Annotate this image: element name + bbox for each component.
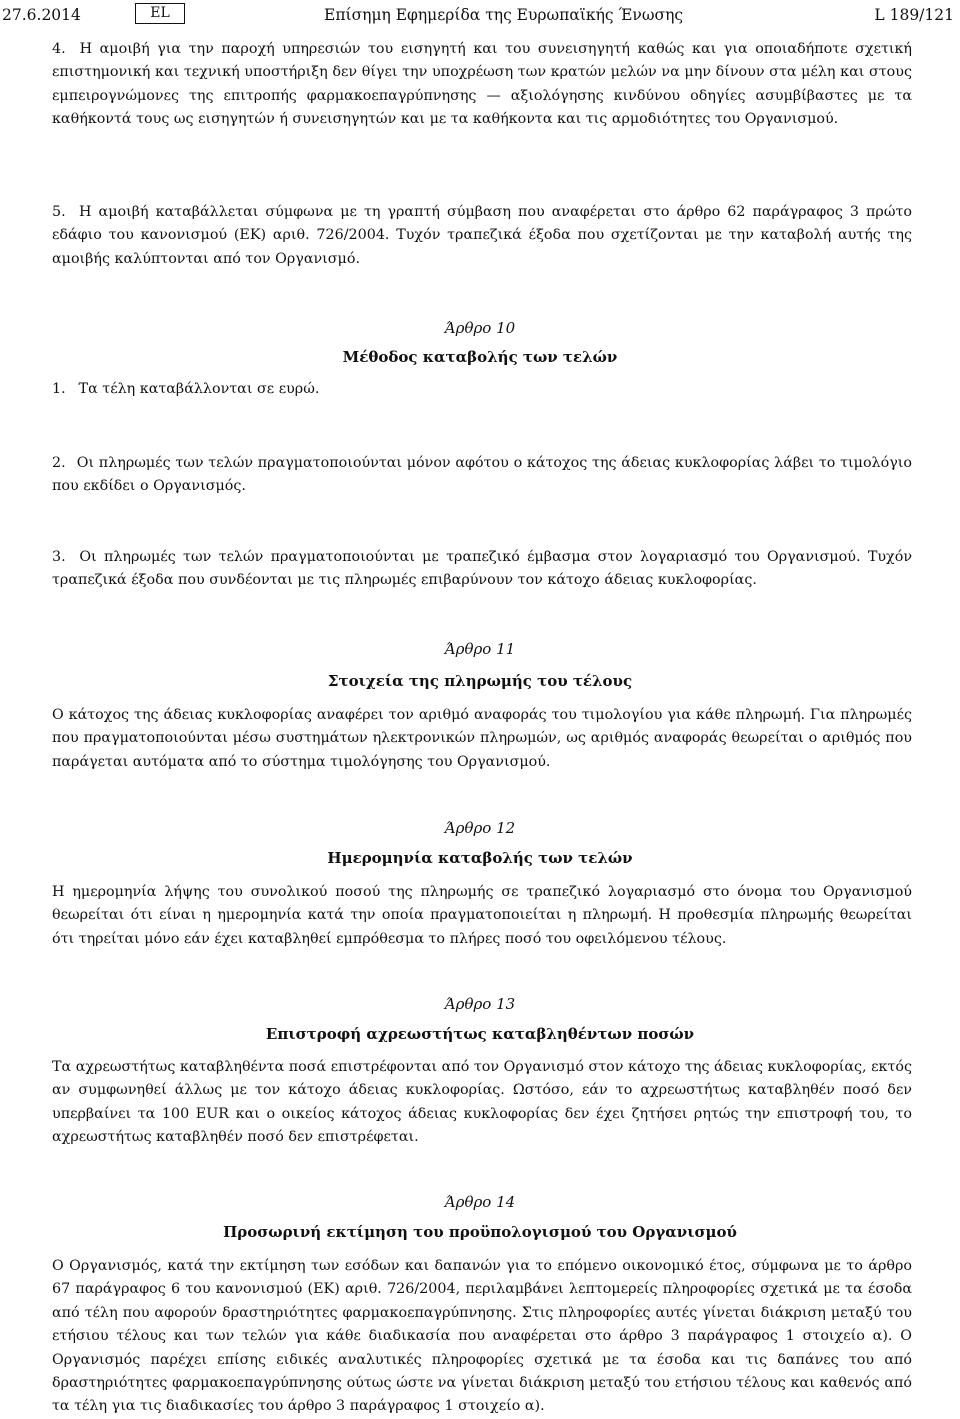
paragraph-number: 1. (52, 381, 66, 397)
paragraph-4 (52, 38, 912, 132)
paragraph-text: Οι πληρωμές των τελών πραγματοποιούνται μόνον αφότου ο κάτοχος της άδειας κυκλοφορίας λάβει το τιμολόγιο που εκδίδει ο Οργανισμός. (52, 455, 912, 495)
article-13-text: Τα αχρεωστήτως καταβληθέντα ποσά επιστρέφονται από τον Οργανισμό στον κάτοχο της άδειας κυκλοφορίας, εκτός αν συμφωνηθεί άλλως με τον κάτοχο άδειας κυκλοφορίας. Ωστόσο, εάν το αχρεωστήτως καταβληθέν ποσό δεν υπερβαίνει τα 100 EUR και ο οικείος κάτοχος άδειας κυκλοφορίας δεν έχει ζητήσει ρητώς την επιστροφή του, το αχρεωστήτως καταβληθέν ποσό δεν επιστρέφεται. (52, 1059, 912, 1146)
article-10-paragraph-1 (52, 381, 319, 397)
article-14-number: Άρθρο 14 (444, 1193, 516, 1211)
article-12-text: Η ημερομηνία λήψης του συνολικού ποσού της πληρωμής σε τραπεζικό λογαριασμό στο όνομα του Οργανισμού θεωρείται ότι είναι η ημερομηνία κατά την οποία πραγματοποιείται η πληρωμή. Η προθεσμία πληρωμής θεωρείται ότι τηρείται μόνο εάν έχει καταβληθεί εμπρόθεσμα το πλήρες ποσό του οφειλόμενου τέλους. (52, 884, 912, 947)
article-11-text: Ο κάτοχος της άδειας κυκλοφορίας αναφέρει τον αριθμό αναφοράς του τιμολογίου για κάθε πληρωμή. Για πληρωμές που πραγματοποιούνται μέσω συστημάτων ηλεκτρονικών πληρωμών, ως αριθμός αναφοράς θεωρείται ο αριθμός που παράγεται αυτόματα από το σύστημα τιμολόγησης του Οργανισμού. (52, 707, 912, 770)
journal-title: Επίσημη Εφημερίδα της Ευρωπαϊκής Ένωσης (324, 6, 684, 24)
paragraph-5 (52, 201, 912, 271)
article-14-text: Ο Οργανισμός, κατά την εκτίμηση των εσόδων και δαπανών για το επόμενο οικονομικό έτος, σύμφωνα με το άρθρο 67 παράγραφος 6 του κανονισμού (ΕΚ) αριθ. 726/2004, περιλαμβάνει λεπτομερείς πληροφορίες σχετικά με τα έσοδα από τέλη που αφορούν δραστηριότητες φαρμακοεπαγρύπνησης. Στις πληροφορίες αυτές γίνεται διάκριση μεταξύ του ετήσιου τέλους και των τελών για κάθε διαδικασία που αναφέρεται στο άρθρο 3 παράγραφος 1 στοιχείο α). Ο Οργανισμός παρέχει επίσης ειδικές αναλυτικές πληροφορίες σχετικά με τα έσοδα και τις δαπάνες του από δραστηριότητες φαρμακοεπαγρύπνησης ούτως ώστε να γίνεται διάκριση μεταξύ του ετήσιου τέλους και καθενός από τα τέλη για τις διαδικασίες του άρθρο 3 παράγραφος 1 στοιχείο α). (52, 1258, 912, 1415)
article-12-title: Ημερομηνία καταβολής των τελών (327, 849, 633, 867)
article-10-paragraph-3 (52, 546, 912, 593)
article-13-number: Άρθρο 13 (444, 995, 516, 1013)
article-13-title: Επιστροφή αχρεωστήτως καταβληθέντων ποσών (265, 1025, 695, 1043)
publication-date: 27.6.2014 (2, 6, 81, 24)
page-reference: L 189/121 (874, 6, 954, 24)
article-12-number: Άρθρο 12 (444, 819, 516, 837)
paragraph-number: 2. (52, 455, 66, 471)
paragraph-number: 3. (52, 549, 66, 565)
article-10-title: Μέθοδος καταβολής των τελών (342, 348, 618, 366)
article-11-number: Άρθρο 11 (444, 640, 516, 658)
article-10-number: Άρθρο 10 (444, 319, 516, 337)
paragraph-number: 5. (52, 204, 66, 220)
paragraph-text: Η αμοιβή για την παροχή υπηρεσιών του εισηγητή και του συνεισηγητή καθώς και για οποιαδήποτε σχετική επιστημονική και τεχνική υποστήριξη δεν θίγει την υποχρέωση των κρατών μελών να μην δίνουν στα μέλη και στους εμπειρογνώμονες της επιτροπής φαρμακοεπαγρύπνησης — αξιολόγησης κινδύνου οδηγίες ασυμβίβαστες με τα καθήκοντά τους ως εισηγητών ή συνεισηγητών και με τα καθήκοντα και τις αρμοδιότητες του Οργανισμού. (52, 41, 912, 128)
article-10-paragraph-2 (52, 452, 912, 499)
paragraph-text: Η αμοιβή καταβάλλεται σύμφωνα με τη γραπτή σύμβαση που αναφέρεται στο άρθρο 62 παράγραφος 3 πρώτο εδάφιο του κανονισμού (ΕΚ) αριθ. 726/2004. Τυχόν τραπεζικά έξοδα που σχετίζονται με την καταβολή αυτής της αμοιβής καλύπτονται από τον Οργανισμό. (52, 204, 912, 267)
page-header (0, 3, 960, 27)
paragraph-text: Τα τέλη καταβάλλονται σε ευρώ. (78, 381, 320, 397)
article-14-title: Προσωρινή εκτίμηση του προϋπολογισμού του Οργανισμού (223, 1223, 737, 1241)
article-11-title: Στοιχεία της πληρωμής του τέλους (327, 672, 633, 690)
language-badge: EL (135, 3, 185, 24)
paragraph-number: 4. (52, 41, 66, 57)
paragraph-text: Οι πληρωμές των τελών πραγματοποιούνται με τραπεζικό έμβασμα στον λογαριασμό του Οργανισμού. Τυχόν τραπεζικά έξοδα που συνδέονται με τις πληρωμές επιβαρύνουν τον κάτοχο άδειας κυκλοφορίας. (52, 549, 913, 589)
